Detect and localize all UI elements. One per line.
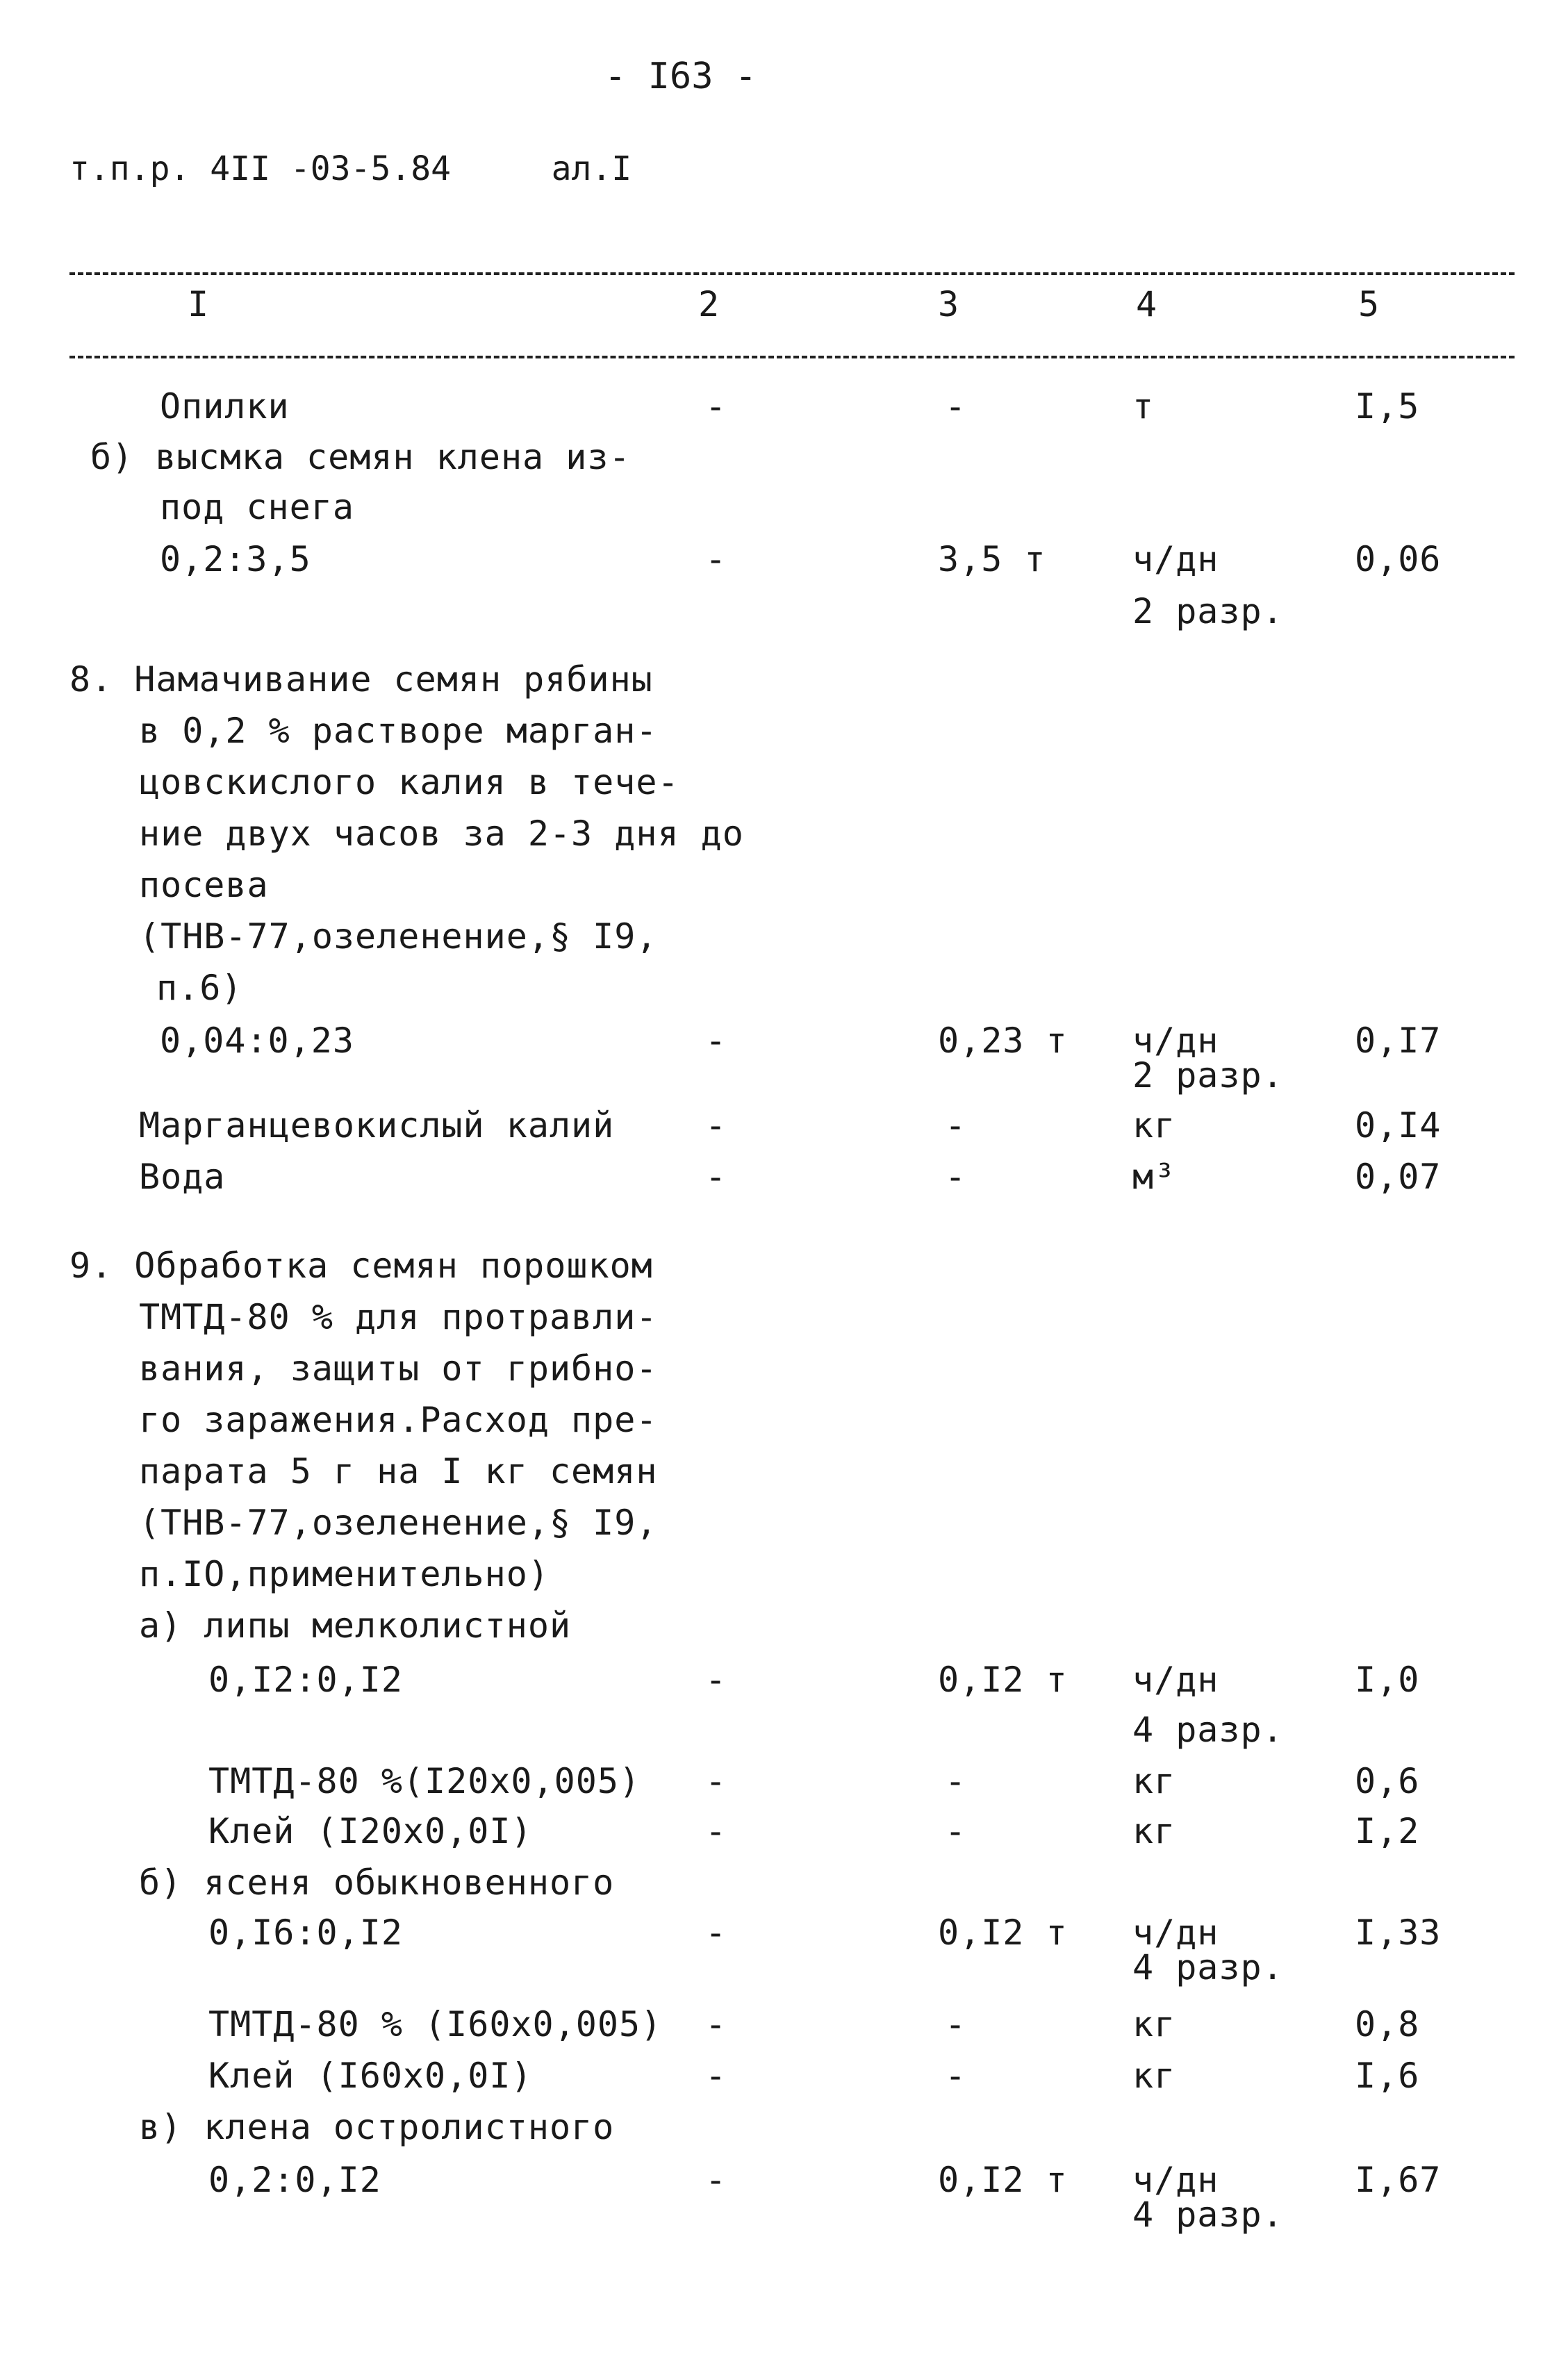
table-cell: Опилки bbox=[160, 386, 290, 427]
table-cell: 0,I4 bbox=[1355, 1105, 1442, 1146]
column-header-5: 5 bbox=[1358, 284, 1380, 324]
table-cell: - bbox=[705, 1811, 727, 1851]
table-cell: ТМТД-80 % для протравли- bbox=[139, 1297, 658, 1337]
table-cell: т bbox=[1132, 386, 1155, 427]
page-number: - I63 - bbox=[604, 56, 757, 97]
table-cell: 2 разр. bbox=[1132, 591, 1284, 631]
table-cell: 0,8 bbox=[1355, 2004, 1420, 2044]
table-cell: ч/дн bbox=[1132, 2160, 1219, 2200]
table-cell: посева bbox=[139, 865, 269, 905]
column-header-2: 2 bbox=[698, 284, 720, 324]
table-cell: - bbox=[945, 1157, 967, 1197]
table-cell: - bbox=[705, 1761, 727, 1801]
table-cell: I,5 bbox=[1355, 386, 1420, 427]
table-cell: ние двух часов за 2-3 дня до bbox=[139, 813, 744, 854]
table-cell: 0,I2:0,I2 bbox=[208, 1660, 403, 1700]
table-cell: парата 5 г на I кг семян bbox=[139, 1451, 658, 1491]
table-cell: Марганцевокислый калий bbox=[139, 1105, 615, 1146]
column-header-3: 3 bbox=[938, 284, 960, 324]
table-top-rule bbox=[69, 272, 1515, 275]
table-cell: ТМТД-80 %(I20x0,005) bbox=[208, 1761, 641, 1801]
table-cell: - bbox=[705, 386, 727, 427]
table-cell: вания, защиты от грибно- bbox=[139, 1348, 658, 1389]
table-cell: кг bbox=[1132, 2056, 1176, 2096]
table-cell: - bbox=[705, 2004, 727, 2044]
table-cell: Вода bbox=[139, 1157, 226, 1197]
table-cell: 0,I7 bbox=[1355, 1020, 1442, 1061]
table-cell: - bbox=[705, 539, 727, 579]
table-cell: 4 разр. bbox=[1132, 1710, 1284, 1750]
table-cell: 0,2:0,I2 bbox=[208, 2160, 381, 2200]
table-cell: - bbox=[945, 2004, 967, 2044]
table-cell: 4 разр. bbox=[1132, 1947, 1284, 1988]
table-cell: - bbox=[945, 2056, 967, 2096]
table-cell: го заражения.Расход пре- bbox=[139, 1400, 658, 1440]
column-header-1: I bbox=[188, 284, 210, 324]
table-cell: кг bbox=[1132, 1105, 1176, 1146]
table-cell: - bbox=[705, 1105, 727, 1146]
table-cell: 0,23 т bbox=[938, 1020, 1068, 1061]
table-cell: ч/дн bbox=[1132, 1660, 1219, 1700]
table-cell: кг bbox=[1132, 2004, 1176, 2044]
table-cell: - bbox=[705, 2160, 727, 2200]
column-header-4: 4 bbox=[1136, 284, 1158, 324]
table-cell: 0,I6:0,I2 bbox=[208, 1912, 403, 1953]
table-cell: б) ясеня обыкновенного bbox=[139, 1862, 615, 1903]
table-cell: Клей (I60x0,0I) bbox=[208, 2056, 533, 2096]
table-cell: м³ bbox=[1132, 1157, 1176, 1197]
table-cell: 3,5 т bbox=[938, 539, 1046, 579]
table-cell: 0,6 bbox=[1355, 1761, 1420, 1801]
table-cell: ч/дн bbox=[1132, 539, 1219, 579]
table-cell: п.IO,применительно) bbox=[139, 1554, 550, 1594]
table-cell: Клей (I20x0,0I) bbox=[208, 1811, 533, 1851]
table-cell: 9. Обработка семян порошком bbox=[69, 1246, 653, 1286]
table-cell: I,2 bbox=[1355, 1811, 1420, 1851]
table-cell: ч/дн bbox=[1132, 1912, 1219, 1953]
table-cell: (ТНВ-77,озеленение,§ I9, bbox=[139, 916, 658, 957]
table-cell: 0,04:0,23 bbox=[160, 1020, 354, 1061]
table-cell: ТМТД-80 % (I60x0,005) bbox=[208, 2004, 663, 2044]
document-reference: т.п.р. 4II -03-5.84 ал.I bbox=[69, 149, 632, 188]
table-cell: I,33 bbox=[1355, 1912, 1442, 1953]
table-cell: (ТНВ-77,озеленение,§ I9, bbox=[139, 1503, 658, 1543]
table-header-rule bbox=[69, 356, 1515, 358]
table-cell: в) клена остролистного bbox=[139, 2107, 615, 2147]
table-cell: 8. Намачивание семян рябины bbox=[69, 659, 653, 700]
table-cell: - bbox=[705, 2056, 727, 2096]
table-cell: 4 разр. bbox=[1132, 2195, 1284, 2235]
table-cell: - bbox=[945, 1761, 967, 1801]
table-cell: - bbox=[705, 1660, 727, 1700]
table-cell: кг bbox=[1132, 1811, 1176, 1851]
table-cell: - bbox=[705, 1020, 727, 1061]
table-cell: I,67 bbox=[1355, 2160, 1442, 2200]
table-cell: цовскислого калия в тече- bbox=[139, 762, 679, 802]
table-cell: - bbox=[705, 1912, 727, 1953]
table-cell: 0,I2 т bbox=[938, 1912, 1068, 1953]
table-cell: 0,06 bbox=[1355, 539, 1442, 579]
table-cell: I,6 bbox=[1355, 2056, 1420, 2096]
table-cell: 2 разр. bbox=[1132, 1055, 1284, 1096]
table-cell: п.6) bbox=[156, 968, 243, 1008]
table-cell: I,0 bbox=[1355, 1660, 1420, 1700]
table-cell: 0,2:3,5 bbox=[160, 539, 311, 579]
table-cell: 0,I2 т bbox=[938, 1660, 1068, 1700]
table-cell: - bbox=[945, 386, 967, 427]
table-cell: - bbox=[945, 1811, 967, 1851]
table-cell: в 0,2 % растворе марган- bbox=[139, 711, 658, 751]
table-cell: а) липы мелколистной bbox=[139, 1605, 572, 1646]
table-cell: ч/дн bbox=[1132, 1020, 1219, 1061]
table-cell: 0,I2 т bbox=[938, 2160, 1068, 2200]
table-cell: 0,07 bbox=[1355, 1157, 1442, 1197]
table-cell: - bbox=[945, 1105, 967, 1146]
table-cell: б) высмка семян клена из- bbox=[90, 437, 631, 477]
table-cell: кг bbox=[1132, 1761, 1176, 1801]
table-cell: под снега bbox=[160, 487, 354, 527]
table-cell: - bbox=[705, 1157, 727, 1197]
